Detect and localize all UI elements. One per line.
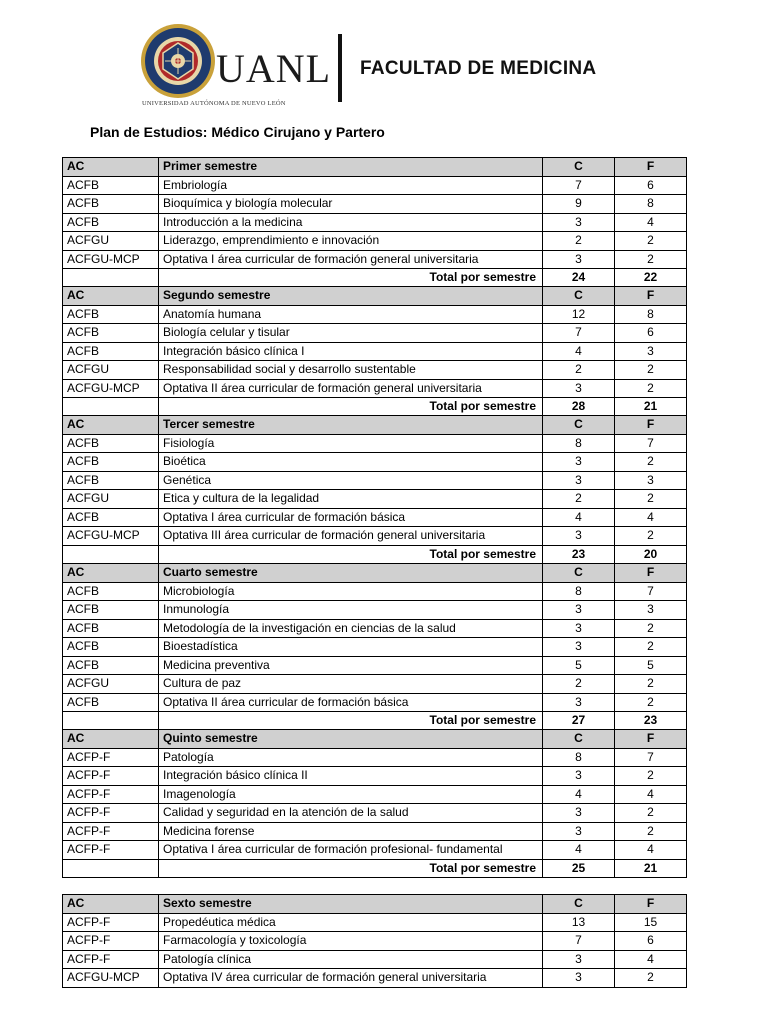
course-name: Microbiología — [159, 582, 543, 601]
c-column-header: C — [543, 416, 615, 435]
university-name: UNIVERSIDAD AUTÓNOMA DE NUEVO LEÓN — [142, 100, 286, 107]
course-name: Patología — [159, 748, 543, 767]
course-credits: 8 — [543, 582, 615, 601]
course-credits: 3 — [543, 804, 615, 823]
total-credits: 27 — [543, 712, 615, 731]
semester-header-row — [63, 158, 687, 177]
course-area-code: ACFB — [63, 601, 159, 620]
course-name: Optativa III área curricular de formación general universitaria — [159, 527, 543, 546]
course-row — [63, 213, 687, 232]
c-column-header: C — [543, 730, 615, 749]
total-empty-cell — [63, 398, 159, 417]
course-credits: 3 — [543, 453, 615, 472]
f-column-header: F — [615, 895, 687, 914]
plan-title: Plan de Estudios: Médico Cirujano y Partero — [90, 124, 385, 140]
uanl-wordmark: UANL — [216, 46, 332, 91]
course-area-code: ACFB — [63, 471, 159, 490]
course-name: Introducción a la medicina — [159, 213, 543, 232]
f-column-header: F — [615, 287, 687, 306]
total-credits: 24 — [543, 269, 615, 288]
course-frequency: 2 — [615, 969, 687, 988]
semester-name: Quinto semestre — [159, 730, 543, 749]
course-credits: 3 — [543, 638, 615, 657]
course-credits: 4 — [543, 342, 615, 361]
ac-column-header: AC — [63, 158, 159, 177]
course-frequency: 2 — [615, 822, 687, 841]
course-credits: 3 — [543, 822, 615, 841]
course-area-code: ACFB — [63, 342, 159, 361]
course-credits: 3 — [543, 250, 615, 269]
semester-name: Segundo semestre — [159, 287, 543, 306]
course-row — [63, 822, 687, 841]
total-empty-cell — [63, 712, 159, 731]
course-row — [63, 305, 687, 324]
total-frequency: 22 — [615, 269, 687, 288]
course-frequency: 15 — [615, 913, 687, 932]
semester-table — [62, 415, 687, 564]
total-empty-cell — [63, 269, 159, 288]
course-row — [63, 656, 687, 675]
course-credits: 3 — [543, 213, 615, 232]
course-frequency: 4 — [615, 508, 687, 527]
course-area-code: ACFP-F — [63, 913, 159, 932]
course-frequency: 2 — [615, 619, 687, 638]
course-row — [63, 619, 687, 638]
course-frequency: 4 — [615, 213, 687, 232]
course-name: Genética — [159, 471, 543, 490]
course-row — [63, 324, 687, 343]
course-area-code: ACFB — [63, 582, 159, 601]
course-name: Imagenología — [159, 785, 543, 804]
course-name: Biología celular y tisular — [159, 324, 543, 343]
total-label: Total por semestre — [159, 712, 543, 731]
total-label: Total por semestre — [159, 398, 543, 417]
course-row — [63, 804, 687, 823]
total-frequency: 23 — [615, 712, 687, 731]
course-row — [63, 361, 687, 380]
course-area-code: ACFB — [63, 213, 159, 232]
course-name: Calidad y seguridad en la atención de la salud — [159, 804, 543, 823]
total-frequency: 21 — [615, 398, 687, 417]
course-credits: 3 — [543, 767, 615, 786]
course-name: Embriología — [159, 176, 543, 195]
semester-total-row — [63, 712, 687, 731]
course-name: Optativa II área curricular de formación general universitaria — [159, 379, 543, 398]
course-row — [63, 527, 687, 546]
course-area-code: ACFB — [63, 176, 159, 195]
course-credits: 7 — [543, 324, 615, 343]
course-name: Integración básico clínica I — [159, 342, 543, 361]
semester-table — [62, 563, 687, 731]
semester-table — [62, 286, 687, 417]
course-row — [63, 471, 687, 490]
ac-column-header: AC — [63, 416, 159, 435]
total-label: Total por semestre — [159, 545, 543, 564]
semester-table — [62, 157, 687, 288]
course-frequency: 2 — [615, 527, 687, 546]
course-name: Optativa I área curricular de formación básica — [159, 508, 543, 527]
course-frequency: 2 — [615, 379, 687, 398]
semester-name: Cuarto semestre — [159, 564, 543, 583]
course-area-code: ACFGU — [63, 490, 159, 509]
course-frequency: 6 — [615, 932, 687, 951]
ac-column-header: AC — [63, 895, 159, 914]
course-frequency: 2 — [615, 638, 687, 657]
course-row — [63, 693, 687, 712]
course-name: Medicina preventiva — [159, 656, 543, 675]
course-area-code: ACFP-F — [63, 785, 159, 804]
course-credits: 4 — [543, 508, 615, 527]
course-credits: 8 — [543, 748, 615, 767]
course-area-code: ACFB — [63, 619, 159, 638]
course-row — [63, 508, 687, 527]
course-row — [63, 176, 687, 195]
course-row — [63, 969, 687, 988]
course-credits: 13 — [543, 913, 615, 932]
course-row — [63, 232, 687, 251]
total-frequency: 21 — [615, 859, 687, 878]
course-credits: 7 — [543, 932, 615, 951]
course-name: Bioética — [159, 453, 543, 472]
f-column-header: F — [615, 564, 687, 583]
course-name: Bioquímica y biología molecular — [159, 195, 543, 214]
f-column-header: F — [615, 158, 687, 177]
course-row — [63, 453, 687, 472]
course-credits: 3 — [543, 619, 615, 638]
course-name: Metodología de la investigación en ciencias de la salud — [159, 619, 543, 638]
semester-total-row — [63, 545, 687, 564]
course-name: Farmacología y toxicología — [159, 932, 543, 951]
course-credits: 3 — [543, 950, 615, 969]
c-column-header: C — [543, 287, 615, 306]
course-frequency: 7 — [615, 582, 687, 601]
course-area-code: ACFB — [63, 324, 159, 343]
semester-name: Sexto semestre — [159, 895, 543, 914]
semester-table — [62, 729, 687, 878]
course-area-code: ACFB — [63, 656, 159, 675]
semester-total-row — [63, 269, 687, 288]
total-credits: 28 — [543, 398, 615, 417]
course-row — [63, 250, 687, 269]
course-frequency: 2 — [615, 693, 687, 712]
course-frequency: 4 — [615, 950, 687, 969]
course-credits: 3 — [543, 601, 615, 620]
course-credits: 7 — [543, 176, 615, 195]
course-frequency: 2 — [615, 675, 687, 694]
course-row — [63, 950, 687, 969]
course-credits: 8 — [543, 434, 615, 453]
course-row — [63, 748, 687, 767]
course-credits: 4 — [543, 785, 615, 804]
course-frequency: 3 — [615, 601, 687, 620]
faculty-title: FACULTAD DE MEDICINA — [360, 58, 597, 79]
total-frequency: 20 — [615, 545, 687, 564]
course-credits: 5 — [543, 656, 615, 675]
f-column-header: F — [615, 730, 687, 749]
total-label: Total por semestre — [159, 859, 543, 878]
total-label: Total por semestre — [159, 269, 543, 288]
course-name: Optativa I área curricular de formación general universitaria — [159, 250, 543, 269]
semester-name: Primer semestre — [159, 158, 543, 177]
course-name: Propedéutica médica — [159, 913, 543, 932]
course-area-code: ACFGU — [63, 232, 159, 251]
course-area-code: ACFB — [63, 693, 159, 712]
course-row — [63, 379, 687, 398]
ac-column-header: AC — [63, 564, 159, 583]
course-name: Fisiología — [159, 434, 543, 453]
course-frequency: 4 — [615, 785, 687, 804]
course-area-code: ACFGU-MCP — [63, 250, 159, 269]
ac-column-header: AC — [63, 287, 159, 306]
course-row — [63, 932, 687, 951]
course-credits: 9 — [543, 195, 615, 214]
course-area-code: ACFGU — [63, 361, 159, 380]
course-credits: 3 — [543, 693, 615, 712]
course-area-code: ACFP-F — [63, 767, 159, 786]
course-credits: 12 — [543, 305, 615, 324]
uanl-seal-logo — [140, 23, 216, 99]
course-frequency: 2 — [615, 232, 687, 251]
course-credits: 3 — [543, 969, 615, 988]
course-credits: 4 — [543, 841, 615, 860]
course-row — [63, 841, 687, 860]
course-credits: 2 — [543, 232, 615, 251]
course-frequency: 7 — [615, 434, 687, 453]
course-credits: 2 — [543, 490, 615, 509]
course-area-code: ACFGU-MCP — [63, 969, 159, 988]
course-area-code: ACFP-F — [63, 804, 159, 823]
course-name: Etica y cultura de la legalidad — [159, 490, 543, 509]
course-row — [63, 767, 687, 786]
course-frequency: 3 — [615, 471, 687, 490]
course-frequency: 2 — [615, 453, 687, 472]
course-name: Cultura de paz — [159, 675, 543, 694]
course-area-code: ACFP-F — [63, 748, 159, 767]
course-name: Integración básico clínica II — [159, 767, 543, 786]
course-frequency: 2 — [615, 804, 687, 823]
semester-total-row — [63, 398, 687, 417]
course-frequency: 5 — [615, 656, 687, 675]
course-name: Responsabilidad social y desarrollo sustentable — [159, 361, 543, 380]
semester-header-row — [63, 895, 687, 914]
course-row — [63, 675, 687, 694]
course-frequency: 6 — [615, 176, 687, 195]
course-row — [63, 638, 687, 657]
semester-header-row — [63, 416, 687, 435]
course-area-code: ACFB — [63, 305, 159, 324]
course-name: Optativa IV área curricular de formación general universitaria — [159, 969, 543, 988]
course-frequency: 2 — [615, 490, 687, 509]
total-credits: 25 — [543, 859, 615, 878]
course-area-code: ACFP-F — [63, 841, 159, 860]
total-credits: 23 — [543, 545, 615, 564]
course-name: Medicina forense — [159, 822, 543, 841]
course-frequency: 2 — [615, 767, 687, 786]
course-name: Optativa I área curricular de formación profesional- fundamental — [159, 841, 543, 860]
c-column-header: C — [543, 895, 615, 914]
course-row — [63, 342, 687, 361]
course-name: Bioestadística — [159, 638, 543, 657]
course-area-code: ACFGU — [63, 675, 159, 694]
course-area-code: ACFP-F — [63, 950, 159, 969]
semester-table — [62, 894, 687, 988]
course-credits: 3 — [543, 379, 615, 398]
course-area-code: ACFGU-MCP — [63, 379, 159, 398]
course-name: Patología clínica — [159, 950, 543, 969]
course-area-code: ACFP-F — [63, 822, 159, 841]
course-name: Anatomía humana — [159, 305, 543, 324]
semester-header-row — [63, 730, 687, 749]
total-empty-cell — [63, 859, 159, 878]
course-row — [63, 490, 687, 509]
course-area-code: ACFB — [63, 508, 159, 527]
course-row — [63, 785, 687, 804]
f-column-header: F — [615, 416, 687, 435]
semester-header-row — [63, 564, 687, 583]
ac-column-header: AC — [63, 730, 159, 749]
course-credits: 2 — [543, 675, 615, 694]
course-row — [63, 601, 687, 620]
semester-header-row — [63, 287, 687, 306]
course-row — [63, 582, 687, 601]
course-credits: 3 — [543, 527, 615, 546]
semester-total-row — [63, 859, 687, 878]
course-frequency: 6 — [615, 324, 687, 343]
course-name: Liderazgo, emprendimiento e innovación — [159, 232, 543, 251]
course-area-code: ACFB — [63, 195, 159, 214]
course-frequency: 2 — [615, 250, 687, 269]
course-frequency: 7 — [615, 748, 687, 767]
header-divider — [338, 34, 342, 102]
course-frequency: 4 — [615, 841, 687, 860]
course-frequency: 8 — [615, 195, 687, 214]
course-row — [63, 434, 687, 453]
document-header — [0, 0, 768, 115]
course-row — [63, 913, 687, 932]
semester-name: Tercer semestre — [159, 416, 543, 435]
course-credits: 3 — [543, 471, 615, 490]
course-credits: 2 — [543, 361, 615, 380]
c-column-header: C — [543, 564, 615, 583]
course-area-code: ACFB — [63, 453, 159, 472]
course-frequency: 3 — [615, 342, 687, 361]
course-area-code: ACFP-F — [63, 932, 159, 951]
course-area-code: ACFB — [63, 638, 159, 657]
total-empty-cell — [63, 545, 159, 564]
course-area-code: ACFGU-MCP — [63, 527, 159, 546]
c-column-header: C — [543, 158, 615, 177]
course-name: Optativa II área curricular de formación básica — [159, 693, 543, 712]
course-frequency: 2 — [615, 361, 687, 380]
course-row — [63, 195, 687, 214]
course-name: Inmunología — [159, 601, 543, 620]
course-area-code: ACFB — [63, 434, 159, 453]
course-frequency: 8 — [615, 305, 687, 324]
